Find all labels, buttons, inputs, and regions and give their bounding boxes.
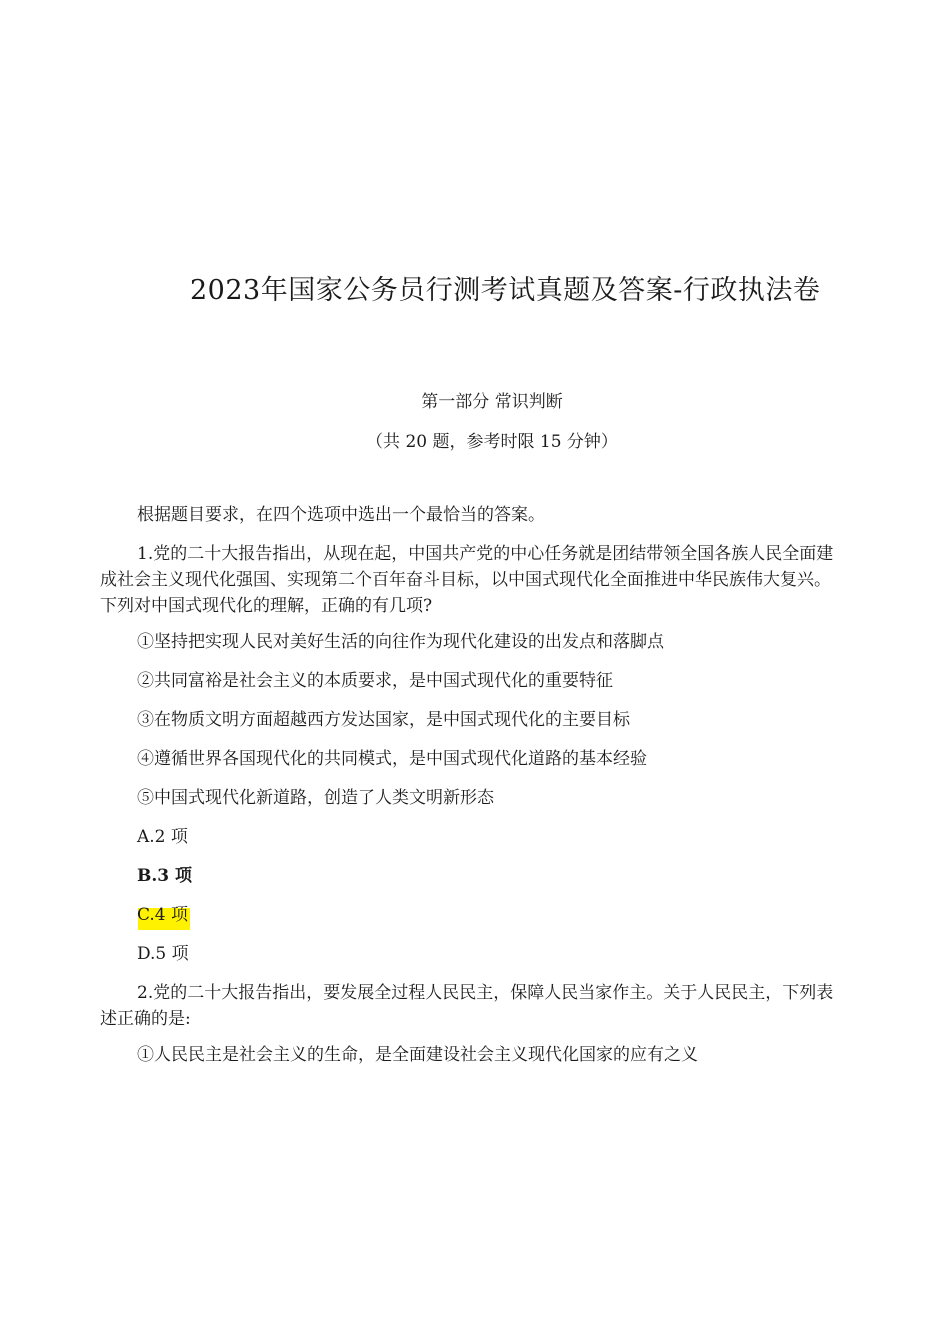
document-title: 2023年国家公务员行测考试真题及答案-行政执法卷 xyxy=(190,275,821,306)
question-1-statement-5: ⑤中国式现代化新道路，创造了人类文明新形态 xyxy=(137,788,494,808)
question-1-option-b: B.3 项 xyxy=(137,866,193,886)
question-1-statement-4: ④遵循世界各国现代化的共同模式，是中国式现代化道路的基本经验 xyxy=(137,749,647,769)
question-1-statement-1: ①坚持把实现人民对美好生活的向往作为现代化建设的出发点和落脚点 xyxy=(137,632,664,652)
section-subheading: （共 20 题，参考时限 15 分钟） xyxy=(366,432,618,452)
document-body xyxy=(100,502,840,1081)
question-2-statement-1: ①人民民主是社会主义的生命，是全面建设社会主义现代化国家的应有之义 xyxy=(137,1045,698,1065)
question-1-statement-3: ③在物质文明方面超越西方发达国家，是中国式现代化的主要目标 xyxy=(137,710,630,730)
question-1-option-a: A.2 项 xyxy=(137,827,188,847)
question-1-option-c: C.4 项 xyxy=(137,905,189,925)
question-2-stem: 2.党的二十大报告指出，要发展全过程人民民主，保障人民当家作主。关于人民民主，下列表述正确的是: xyxy=(100,983,834,1029)
section-heading: 第一部分 常识判断 xyxy=(421,392,563,412)
question-1-option-d: D.5 项 xyxy=(137,944,189,964)
question-1-stem: 1.党的二十大报告指出，从现在起，中国共产党的中心任务就是团结带领全国各族人民全面建成社会主义现代化强国、实现第二个百年奋斗目标，以中国式现代化全面推进中华民族伟大复兴。下列对中国式现代化的理解，正确的有几项? xyxy=(100,544,834,616)
question-1-statement-2: ②共同富裕是社会主义的本质要求，是中国式现代化的重要特征 xyxy=(137,671,613,691)
instruction-text: 根据题目要求，在四个选项中选出一个最恰当的答案。 xyxy=(137,505,545,525)
